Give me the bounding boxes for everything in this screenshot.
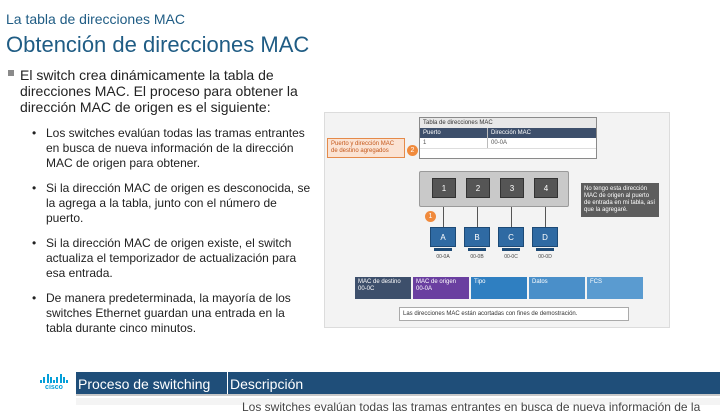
switch-port: 1 bbox=[432, 178, 456, 198]
list-item bbox=[30, 126, 312, 171]
frame-data: Datos bbox=[529, 277, 585, 299]
mac-learning-figure bbox=[324, 112, 670, 328]
host-mac-label: 00-0A bbox=[436, 254, 450, 260]
mac-address-table bbox=[419, 117, 597, 159]
frame-src-mac: MAC de origen 00-0A bbox=[413, 277, 469, 299]
slide-subtitle: La tabla de direcciones MAC bbox=[6, 11, 185, 27]
figure-caption: Las direcciones MAC están acortadas con fines de demostración. bbox=[399, 307, 629, 321]
cisco-bars-icon bbox=[40, 374, 68, 383]
mac-table-port-cell: 1 bbox=[420, 138, 488, 148]
step-1-badge: 1 bbox=[425, 211, 436, 222]
host-pc-icon: A bbox=[430, 227, 456, 247]
frame-dest-mac: MAC de destino 00-0C bbox=[355, 277, 411, 299]
process-table-header bbox=[76, 372, 720, 396]
bullet-dot-icon: • bbox=[32, 291, 37, 305]
mac-table-empty-row bbox=[420, 148, 596, 158]
host-mac-label: 00-0D bbox=[538, 254, 552, 260]
host-mac-label: 00-0C bbox=[504, 254, 518, 260]
bullet-dot-icon: • bbox=[32, 236, 37, 250]
switch-icon bbox=[419, 171, 569, 207]
callout-switch-thought: No tengo esta dirección MAC de origen al puerto de entrada en mi tabla, así que la agregaré. bbox=[581, 183, 659, 217]
intro-text: El switch crea dinámicamente la tabla de direcciones MAC. El proceso para obtener la dirección MAC de origen es el siguiente: bbox=[20, 67, 298, 115]
pc-stand-icon bbox=[468, 248, 486, 251]
bullet-text: Si la dirección MAC de origen existe, el switch actualiza el temporizador de actualización para esa entrada. bbox=[46, 236, 297, 280]
cable-line bbox=[443, 207, 444, 227]
table-row bbox=[76, 398, 720, 414]
bullet-text: Los switches evalúan todas las tramas entrantes en busca de nueva información de la dirección MAC de origen para obtener. bbox=[46, 126, 305, 170]
list-item bbox=[30, 236, 312, 281]
mac-table-header bbox=[420, 128, 596, 138]
list-item bbox=[30, 181, 312, 226]
frame-fcs: FCS bbox=[587, 277, 643, 299]
host-mac-label: 00-0B bbox=[470, 254, 484, 260]
host-pc-icon: B bbox=[464, 227, 490, 247]
slide-title: Obtención de direcciones MAC bbox=[6, 32, 310, 57]
cable-line bbox=[477, 207, 478, 227]
cable-line bbox=[545, 207, 546, 227]
callout-added-entry: Puerto y dirección MAC de destino agregados bbox=[327, 138, 405, 158]
frame-type: Tipo bbox=[471, 277, 527, 299]
table-col-process: Proceso de switching bbox=[76, 372, 228, 394]
step-2-badge: 2 bbox=[407, 145, 418, 156]
table-col-description: Descripción bbox=[230, 376, 304, 392]
mac-table-title: Tabla de direcciones MAC bbox=[420, 118, 596, 128]
bullet-text: Si la dirección MAC de origen es desconocida, se la agrega a la tabla, junto con el número de puerto. bbox=[46, 181, 311, 225]
pc-stand-icon bbox=[434, 248, 452, 251]
bullet-dot-icon: • bbox=[32, 126, 37, 140]
host-pc-icon: D bbox=[532, 227, 558, 247]
list-item bbox=[30, 291, 312, 336]
switch-port: 2 bbox=[466, 178, 490, 198]
host-pc-icon: C bbox=[498, 227, 524, 247]
cisco-logo bbox=[40, 374, 68, 392]
bullet-text: De manera predeterminada, la mayoría de los switches Ethernet guardan una entrada en la tabla durante cinco minutos. bbox=[46, 291, 291, 335]
intro-paragraph bbox=[20, 67, 320, 115]
mac-table-col-mac: Dirección MAC bbox=[491, 130, 532, 136]
switch-port: 4 bbox=[534, 178, 558, 198]
mac-table-row bbox=[420, 138, 596, 148]
mac-table-mac-cell: 00-0A bbox=[491, 140, 508, 146]
table-row-description: Los switches evalúan todas las tramas entrantes en busca de nueva información de la bbox=[242, 400, 701, 414]
cisco-logo-text: cisco bbox=[45, 384, 63, 391]
square-bullet-icon bbox=[8, 70, 14, 76]
bullet-list bbox=[30, 126, 312, 346]
bullet-dot-icon: • bbox=[32, 181, 37, 195]
switch-port: 3 bbox=[500, 178, 524, 198]
pc-stand-icon bbox=[536, 248, 554, 251]
mac-table-col-port: Puerto bbox=[420, 128, 488, 138]
cable-line bbox=[511, 207, 512, 227]
pc-stand-icon bbox=[502, 248, 520, 251]
